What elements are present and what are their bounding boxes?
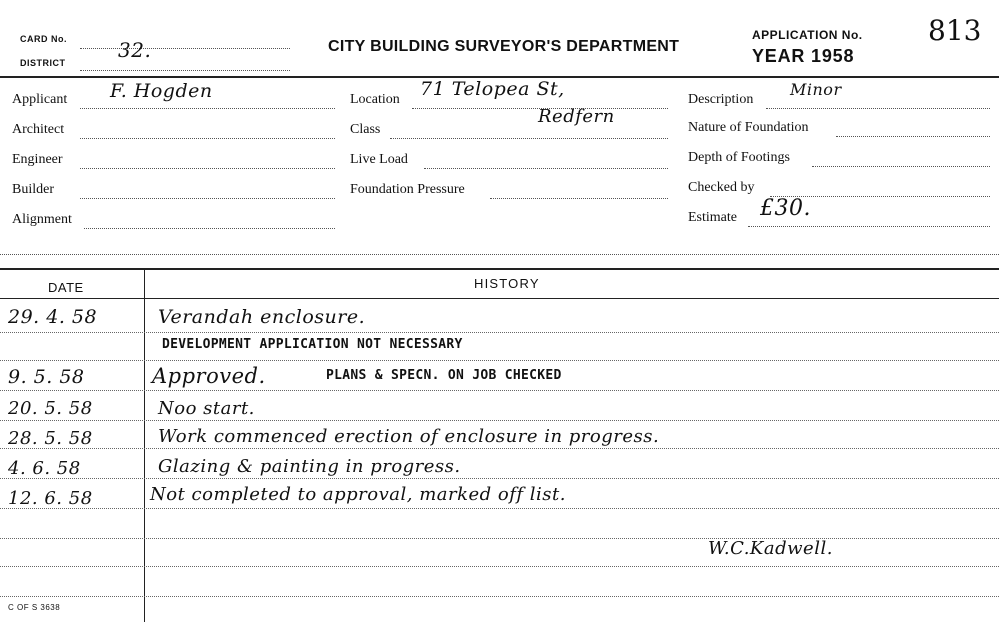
description-line — [766, 108, 990, 109]
architect-line — [80, 138, 335, 139]
depth-of-footings-label: Depth of Footings — [688, 150, 790, 165]
history-date: 9. 5. 58 — [8, 366, 85, 388]
estimate-value: £30. — [760, 196, 811, 221]
history-rule — [0, 596, 999, 597]
applicant-line — [80, 108, 335, 109]
history-rule — [0, 448, 999, 449]
history-header: HISTORY — [474, 276, 540, 291]
depth-of-footings-line — [812, 166, 990, 167]
inspector-signature: W.C.Kadwell. — [708, 538, 833, 559]
department-title: CITY BUILDING SURVEYOR'S DEPARTMENT — [328, 38, 680, 55]
estimate-label: Estimate — [688, 210, 737, 225]
location-label: Location — [350, 92, 400, 107]
class-label: Class — [350, 122, 381, 137]
applicant-value: F. Hogden — [110, 80, 213, 102]
history-header-divider — [0, 298, 999, 299]
nature-of-foundation-label: Nature of Foundation — [688, 120, 809, 135]
history-top-divider — [0, 268, 999, 270]
fields-bottom-line — [0, 254, 999, 255]
history-rule — [0, 478, 999, 479]
history-text: Verandah enclosure. — [158, 306, 366, 328]
history-rule — [0, 566, 999, 567]
alignment-line — [84, 228, 335, 229]
history-date: 12. 6. 58 — [8, 488, 93, 509]
foundation-pressure-label: Foundation Pressure — [350, 182, 465, 197]
history-text: Glazing & painting in progress. — [158, 456, 461, 477]
history-rule — [0, 360, 999, 361]
foundation-pressure-line — [490, 198, 668, 199]
class-line — [390, 138, 668, 139]
history-rule — [0, 508, 999, 509]
live-load-line — [424, 168, 668, 169]
card-no-line — [80, 48, 290, 49]
nature-of-foundation-line — [836, 136, 990, 137]
description-label: Description — [688, 92, 754, 107]
date-column-divider — [144, 270, 145, 622]
year-label: YEAR 1958 — [752, 46, 855, 66]
builder-label: Builder — [12, 182, 54, 197]
engineer-line — [80, 168, 335, 169]
history-date: 29. 4. 58 — [8, 306, 98, 328]
history-date: 28. 5. 58 — [8, 428, 93, 449]
alignment-label: Alignment — [12, 212, 72, 227]
development-stamp: DEVELOPMENT APPLICATION NOT NECESSARY — [162, 337, 463, 352]
engineer-label: Engineer — [12, 152, 63, 167]
checked-by-label: Checked by — [688, 180, 755, 195]
application-number: 813 — [928, 14, 982, 47]
architect-label: Architect — [12, 122, 65, 137]
history-rule — [0, 538, 999, 539]
card-no-value: 32. — [118, 38, 152, 62]
applicant-label: Applicant — [12, 92, 68, 107]
location-value: 71 Telopea St, — [420, 78, 565, 100]
history-date: 4. 6. 58 — [8, 458, 81, 479]
card-no-label: CARD No. — [20, 34, 67, 44]
history-date: 20. 5. 58 — [8, 398, 93, 419]
form-code: C OF S 3638 — [8, 603, 61, 612]
history-text: Noo start. — [158, 398, 255, 419]
builder-line — [80, 198, 335, 199]
date-header: DATE — [48, 280, 84, 295]
plans-checked-stamp: PLANS & SPECN. ON JOB CHECKED — [326, 368, 562, 383]
history-rule — [0, 420, 999, 421]
district-line — [80, 70, 290, 71]
district-label: DISTRICT — [20, 58, 66, 68]
history-text: Not completed to approval, marked off list. — [150, 484, 566, 505]
live-load-label: Live Load — [350, 152, 408, 167]
application-label: APPLICATION No. — [752, 28, 863, 42]
description-value: Minor — [790, 80, 842, 99]
estimate-line — [748, 226, 990, 227]
history-rule — [0, 390, 999, 391]
history-text: Approved. — [152, 364, 266, 388]
location-suburb: Redfern — [538, 106, 615, 127]
history-text: Work commenced erection of enclosure in progress. — [158, 426, 660, 447]
history-rule — [0, 332, 999, 333]
